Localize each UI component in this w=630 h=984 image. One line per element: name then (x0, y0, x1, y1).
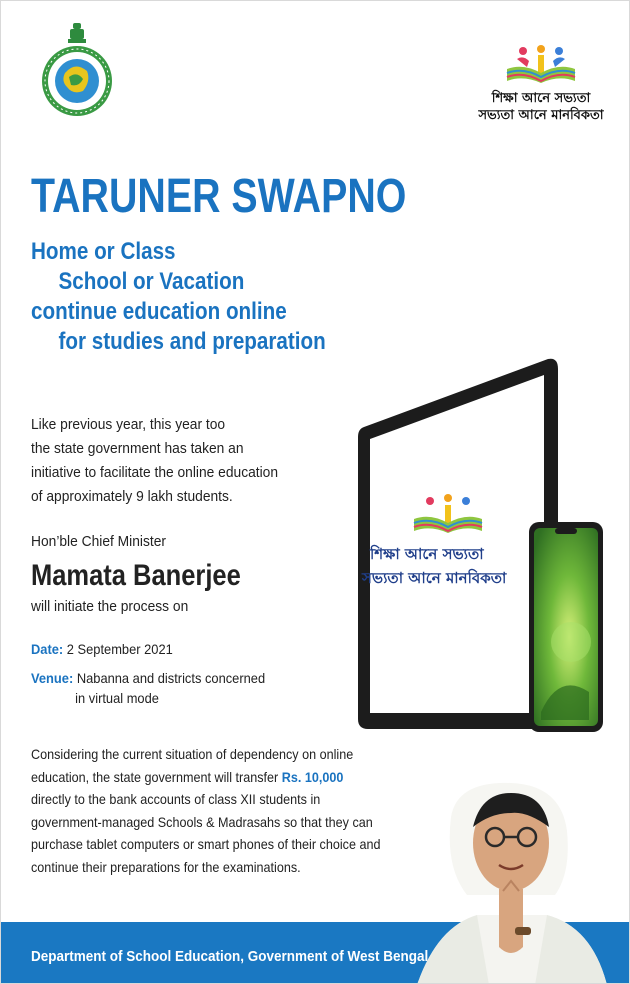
scheme-line-4: government-managed Schools & Madrasahs so that they can (31, 813, 373, 830)
scheme-line-6: continue their preparations for the examinations. (31, 858, 301, 875)
scheme-line-3: directly to the bank accounts of class XII students in (31, 791, 321, 807)
tagline-line-1: Home or Class (31, 238, 176, 265)
chief-minister-portrait (407, 777, 617, 984)
scheme-line-2 (31, 766, 427, 789)
tagline-line-2: School or Vacation (58, 268, 245, 295)
page-title: TARUNER SWAPNO (31, 170, 407, 223)
scheme-line-5: purchase tablet computers or smart phones of their choice and (31, 836, 381, 852)
event-venue (31, 668, 265, 708)
slogan-logo (471, 45, 611, 125)
intro-paragraph (31, 413, 331, 509)
intro-line-2: the state government has taken an (31, 440, 244, 457)
venue-label: Venue: (31, 670, 74, 686)
venue-line-2: in virtual mode (75, 690, 159, 706)
book-pencil-people-icon (501, 45, 581, 85)
tagline (31, 237, 374, 357)
date-value: 2 September 2021 (66, 641, 173, 657)
scheme-line-1: Considering the current situation of dependency on online (31, 746, 354, 762)
footer-department: Department of School Education, Government of West Bengal (31, 948, 429, 965)
slogan-line-2: সভ্যতা আনে মানবিকতা (478, 108, 604, 123)
date-label: Date: (31, 641, 64, 657)
event-date (31, 641, 173, 657)
smartphone-icon (529, 522, 603, 732)
tablet-screen-line-2: সভ্যতা আনে মানবিকতা (362, 569, 507, 587)
cm-name: Mamata Banerjee (31, 559, 241, 592)
transfer-amount: Rs. 10,000 (281, 768, 344, 785)
slogan-line-1: শিক্ষা আনে সভ্যতা (491, 91, 591, 106)
scheme-paragraph (31, 743, 471, 878)
cm-action: will initiate the process on (31, 598, 189, 615)
tagline-line-4: for studies and preparation (58, 328, 326, 355)
intro-line-3: initiative to facilitate the online education (31, 464, 279, 481)
intro-line-4: of approximately 9 lakh students. (31, 488, 233, 505)
venue-line-1: Nabanna and districts concerned (76, 670, 266, 686)
tablet-screen-line-1: শিক্ষা আনে সভ্যতা (370, 545, 484, 563)
scheme-line-2-text: education, the state government will transfer (31, 768, 282, 785)
intro-line-1: Like previous year, this year too (31, 416, 226, 433)
cm-label: Hon’ble Chief Minister (31, 533, 166, 550)
tagline-line-3: continue education online (31, 298, 287, 325)
west-bengal-emblem-icon (39, 21, 115, 121)
